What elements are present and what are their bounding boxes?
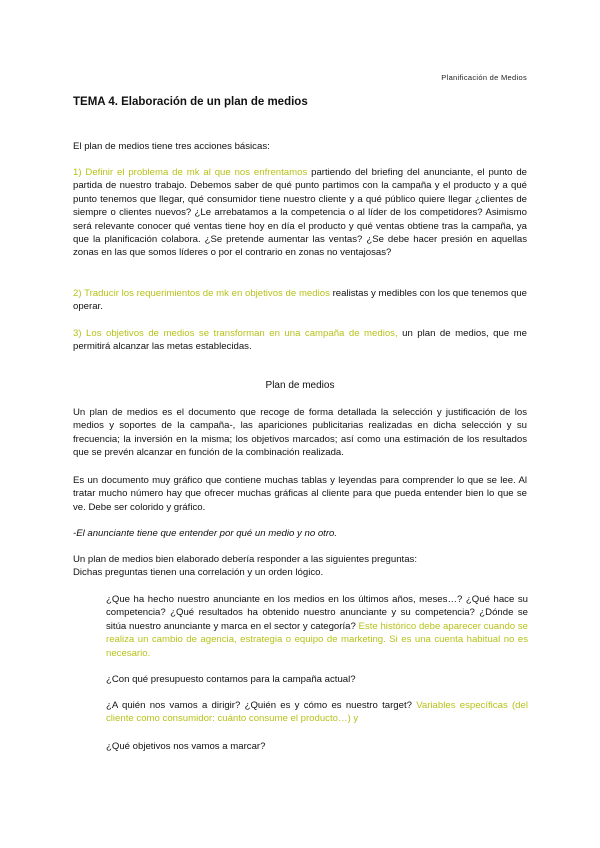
running-header: Planificación de Medios	[441, 73, 527, 82]
question-1	[106, 593, 528, 660]
question-1-text: ¿Que ha hecho nuestro anunciante en los medios en los últimos años, meses…? ¿Qué hace su competencia? ¿Qué resultados ha obtenido nuestro anunciante y su competencia? ¿Dónde se sitúa nuestro anunciante y marca en el sector y categoría?	[106, 594, 528, 632]
action-3-paragraph	[73, 327, 527, 354]
section-title: Plan de medios	[265, 380, 335, 391]
action-3-highlight: 3) Los objetivos de medios se transforman en una campaña de medios,	[73, 328, 398, 339]
questions-intro-line-2: Dichas preguntas tienen una correlación y un orden lógico.	[73, 567, 324, 579]
definition-paragraph-1: Un plan de medios es el documento que recoge de forma detallada la selección y justificación de los medios y soportes de la campaña-, las apariciones publicitarias realizadas en dicha selección y su frecuencia; la inversión en la misma; los objetivos marcados; así como una estimación de los resultados que se prevén alcanzar en función de la combinación realizada.	[73, 407, 527, 459]
action-1-text: partiendo del briefing del anunciante, el punto de partida de nuestro trabajo. Debemos saber de qué punto partimos con la campaña y el producto y a qué punto tenemos que llegar, qué consumidor tiene nuestro cliente y a qué público quiere llegar ¿clientes de siempre o clientes nuevos? ¿Le arrebatamos a la competencia o al líder de los competidores? Asimismo será relevante conocer qué ventas tiene hoy en día el producto y qué ventas obtiene tras la campaña, ya que la planificación colabora. ¿Se pretende aumentar las ventas? ¿Se debe hacer presión en aquellas zonas en las que somos líderes o por el contrario en zonas no ventajosas?	[73, 167, 528, 259]
action-2-paragraph	[73, 287, 527, 314]
questions-intro-line-1: Un plan de medios bien elaborado debería responder a las siguientes preguntas:	[73, 554, 418, 565]
action-2-text: realistas y medibles con los que tenemos que operar.	[73, 288, 527, 313]
intro-paragraph: El plan de medios tiene tres acciones básicas:	[73, 141, 270, 152]
question-3-text: ¿A quién nos vamos a dirigir? ¿Quién es y cómo es nuestro target?	[106, 700, 412, 711]
definition-paragraph-2: Es un documento muy gráfico que contiene muchas tablas y leyendas para comprender lo que se lee. Al tratar mucho número hay que ofrecer muchas gráficas al cliente para que pueda entender bien lo que se ve. Debe ser colorido y gráfico.	[73, 475, 527, 513]
action-3-text: un plan de medios, que me permitirá alcanzar las metas establecidas.	[73, 328, 527, 353]
questions-intro	[73, 553, 527, 580]
question-3	[106, 699, 528, 726]
question-3-highlight: Variables específicas (del cliente como consumidor: cuánto consume el producto…) y	[106, 700, 528, 725]
action-1-highlight: 1) Definir el problema de mk al que nos enfrentamos	[73, 167, 308, 178]
action-1-paragraph	[73, 166, 527, 260]
italic-note: -El anunciante tiene que entender por qué un medio y no otro.	[73, 528, 338, 539]
question-1-highlight: Este histórico debe aparecer cuando se realiza un cambio de agencia, estrategia o equipo de marketing. Si es una cuenta habitual no es necesario.	[106, 620, 528, 659]
question-4: ¿Qué objetivos nos vamos a marcar?	[106, 741, 266, 752]
page-title: TEMA 4. Elaboración de un plan de medios	[73, 96, 308, 108]
action-2-highlight: 2) Traducir los requerimientos de mk en objetivos de medios	[73, 288, 330, 299]
question-2: ¿Con qué presupuesto contamos para la campaña actual?	[106, 674, 356, 685]
